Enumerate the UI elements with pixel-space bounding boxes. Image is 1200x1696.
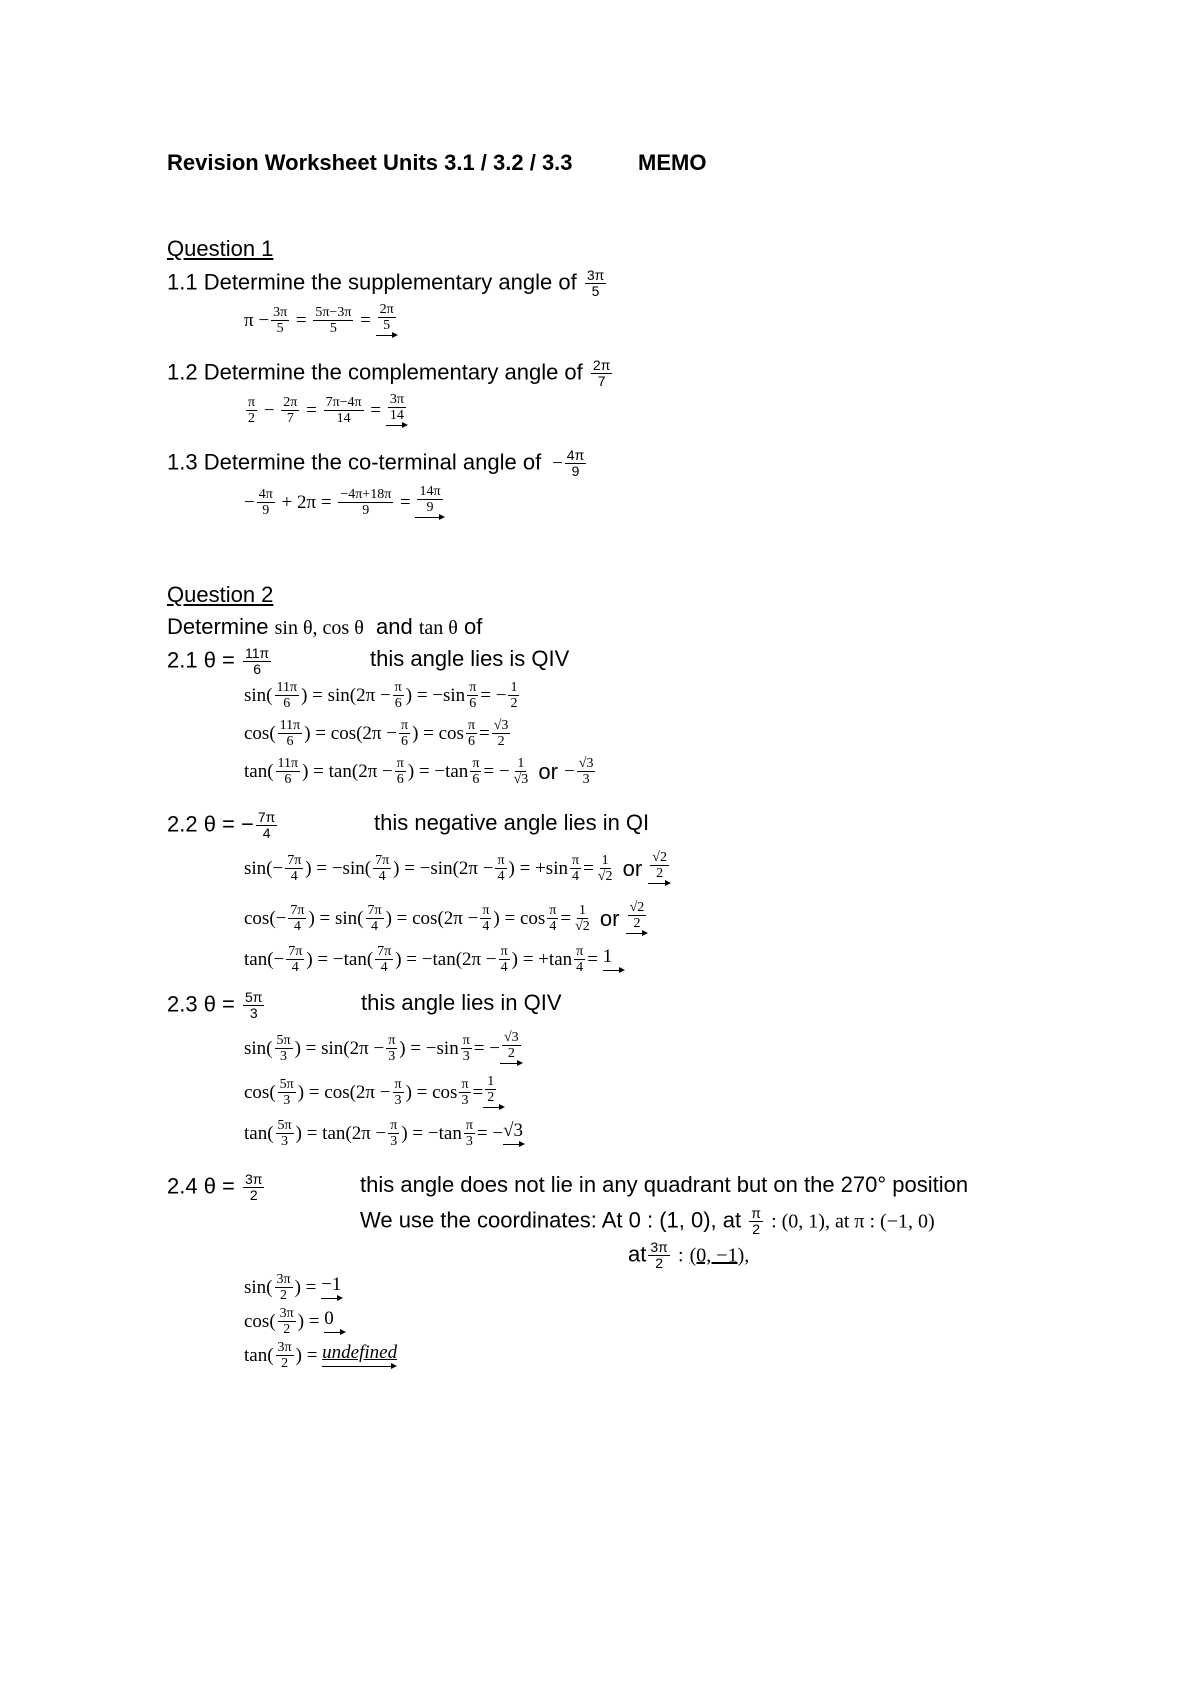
question-1-heading: Question 1: [167, 236, 274, 261]
q2-3-tan: tan( $\frac{5\pi}{3}$ ) = tan(2π − $\frac{\pi}{3}$ ) = −tan $\frac{\pi}{3}$ = − √3: [244, 1118, 525, 1149]
question-2-heading: Question 2: [167, 582, 274, 607]
answer-arrow-icon: [603, 968, 625, 974]
q2-1-note: this angle lies is QIV: [370, 646, 570, 671]
answer-arrow-icon: [626, 931, 649, 937]
q1-1-text: 1.1 Determine the supplementary angle of: [167, 269, 577, 295]
q2-2-sin: sin(− $\frac{7\pi}{4}$ ) = −sin( $\frac{7\pi}{4}$ ) = −sin(2π − $\frac{\pi}{4}$ ) = +sin $\frac{\pi}{4}$ = $\frac{1}{√2}$ or $\frac{√2}{2}$: [244, 850, 671, 887]
q1-1-working: π − $\frac{3\pi}{5}$ = $\frac{5\pi-3\pi}{5}$ = $\frac{2\pi}{5}$: [244, 302, 398, 339]
answer-arrow-icon: [483, 1105, 505, 1111]
q2-4-tan: tan( $\frac{3\pi}{2}$ ) = undefined: [244, 1340, 398, 1371]
q2-4-coordinates-2: at $\frac{3\pi}{2}$ : (0, −1),: [628, 1239, 750, 1271]
answer-arrow-icon: [322, 1364, 397, 1370]
q2-2-cos: cos(− $\frac{7\pi}{4}$ ) = sin( $\frac{7\pi}{4}$ ) = cos(2π − $\frac{\pi}{4}$ ) = cos $\frac{\pi}{4}$ = $\frac{1}{√2}$ or $\frac{√2}{2}$: [244, 900, 648, 937]
q2-2-tan: tan(− $\frac{7\pi}{4}$ ) = −tan( $\frac{7\pi}{4}$ ) = −tan(2π − $\frac{\pi}{4}$ ) = +tan $\frac{\pi}{4}$ = 1: [244, 944, 625, 975]
q1-1-prompt: [167, 268, 608, 299]
q2-1-theta: 2.1 θ = $\frac{11\pi}{6}$: [167, 645, 270, 677]
answer-arrow-icon: [500, 1061, 523, 1067]
q2-3-cos: cos( $\frac{5\pi}{3}$ ) = cos(2π − $\frac{\pi}{3}$ ) = cos $\frac{\pi}{3}$ = $\frac{1}{2}$: [244, 1074, 505, 1111]
q2-2-note: this negative angle lies in QI: [374, 810, 650, 835]
q2-4-note: this angle does not lie in any quadrant but on the 270° position: [360, 1172, 969, 1197]
q2-4-theta: 2.4 θ = $\frac{3\pi}{2}$: [167, 1171, 263, 1203]
memo-label: MEMO: [638, 150, 707, 175]
answer-arrow-icon: [648, 881, 671, 887]
q2-3-note: this angle lies in QIV: [361, 990, 562, 1015]
q2-1-sin: sin( $\frac{11\pi}{6}$ ) = sin(2π − $\frac{\pi}{6}$ ) = −sin $\frac{\pi}{6}$ = − $\frac{1}{2}$: [244, 680, 518, 711]
q1-3-answer: $\frac{14\pi}{9}$: [415, 484, 444, 521]
q1-3-angle: $\frac{4\pi}{9}$: [566, 447, 585, 479]
q1-3-working: − $\frac{4\pi}{9}$ + 2π = $\frac{-4\pi+18\pi}{9}$ = $\frac{14\pi}{9}$: [244, 484, 445, 521]
q2-4-coordinates: We use the coordinates: At 0 : (1, 0), at $\frac{\pi}{2}$ : (0, 1), at π : (−1, 0): [360, 1205, 935, 1237]
q1-2-working: $\frac{\pi}{2}$ − $\frac{2\pi}{7}$ = $\frac{7\pi-4\pi}{14}$ = $\frac{3\pi}{14}$: [244, 392, 408, 429]
q2-1-tan: tan( $\frac{11\pi}{6}$ ) = tan(2π − $\frac{\pi}{6}$ ) = −tan $\frac{\pi}{6}$ = − $\frac{1}{√3}$ or − $\frac{√3}{3}$: [244, 756, 594, 787]
q1-2-prompt: 1.2 Determine the complementary angle of $\frac{2\pi}{7}$: [167, 357, 611, 389]
q2-1-cos: cos( $\frac{11\pi}{6}$ ) = cos(2π − $\frac{\pi}{6}$ ) = cos $\frac{\pi}{6}$ = $\frac{√3}{2}$: [244, 718, 509, 749]
answer-arrow-icon: [386, 423, 408, 429]
q2-intro: Determine sin θ, cos θ and tan θ of: [167, 614, 483, 639]
q2-3-theta: 2.3 θ = $\frac{5\pi}{3}$: [167, 989, 263, 1021]
q1-3-prompt: 1.3 Determine the co-terminal angle of − $\frac{4\pi}{9}$: [167, 447, 585, 479]
q2-3-sin: sin( $\frac{5\pi}{3}$ ) = sin(2π − $\frac{\pi}{3}$ ) = −sin $\frac{\pi}{3}$ = − $\frac{√3}{2}$: [244, 1030, 523, 1067]
worksheet-title: Revision Worksheet Units 3.1 / 3.2 / 3.3: [167, 150, 573, 175]
answer-arrow-icon: [321, 1296, 343, 1302]
q2-2-theta: 2.2 θ = − $\frac{7\pi}{4}$: [167, 809, 276, 841]
answer-arrow-icon: [324, 1330, 346, 1336]
q2-4-cos: cos( $\frac{3\pi}{2}$ ) = 0: [244, 1306, 346, 1337]
answer-arrow-icon: [415, 515, 444, 521]
q2-4-sin: sin( $\frac{3\pi}{2}$ ) = −1: [244, 1272, 342, 1303]
q1-1-angle: $\frac{3\pi}{5}$: [586, 267, 605, 299]
q1-2-angle: $\frac{2\pi}{7}$: [592, 357, 611, 389]
answer-arrow-icon: [376, 333, 398, 339]
q1-1-answer: $\frac{2\pi}{5}$: [376, 302, 398, 339]
answer-arrow-icon: [503, 1142, 525, 1148]
q1-2-answer: $\frac{3\pi}{14}$: [386, 392, 408, 429]
